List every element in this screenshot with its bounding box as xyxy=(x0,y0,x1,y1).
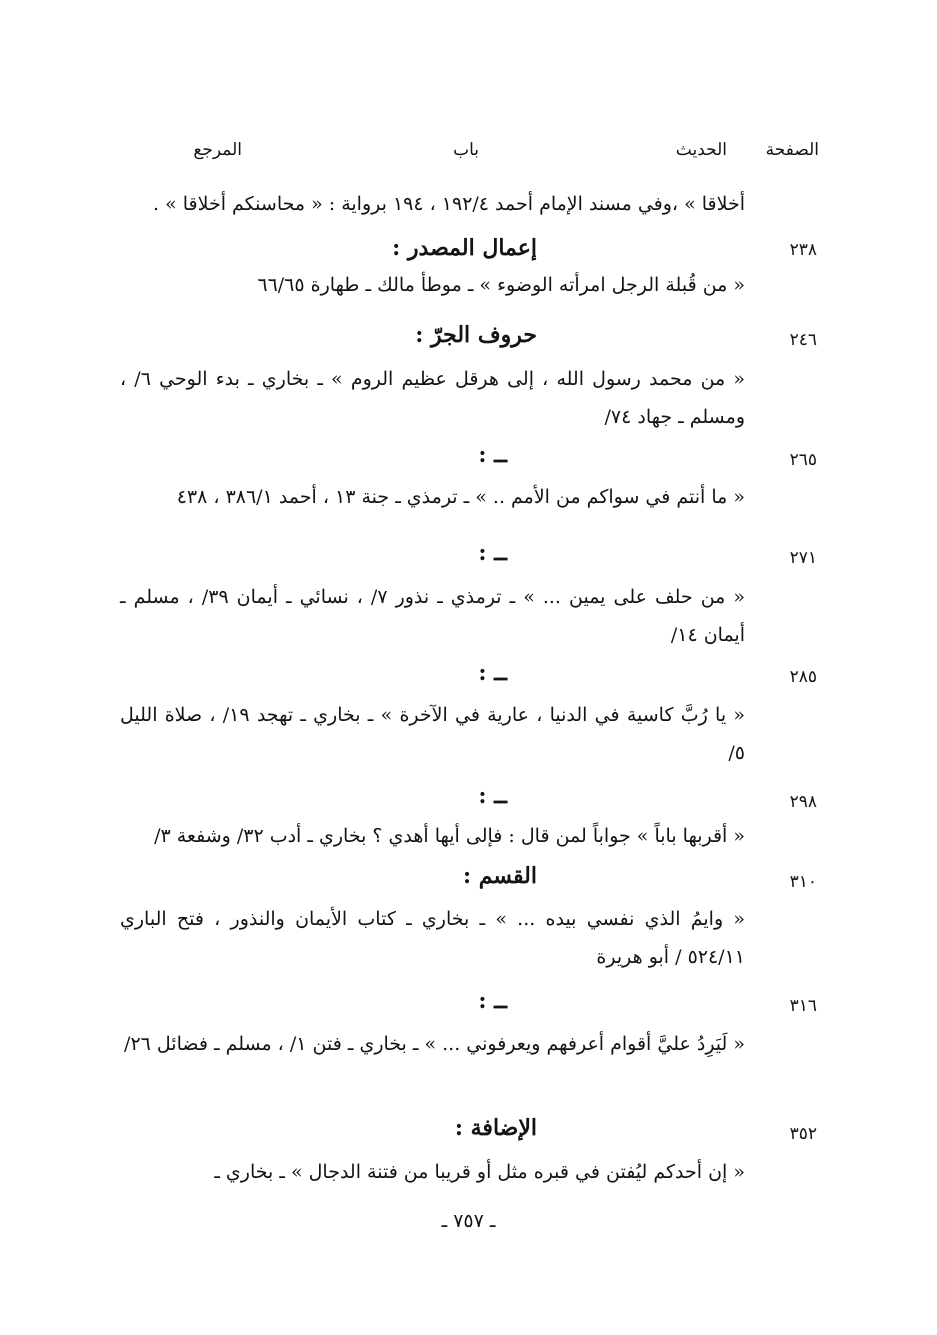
header-reference-column: المرجع xyxy=(193,140,242,160)
entry-heading: الإضافة : xyxy=(454,1115,537,1141)
entry-text: « من حلف على يمين ... » ـ ترمذي ـ نذور ٧/ ، نسائي ـ أيمان ٣٩/ ، مسلم ـ أيمان ١٤/ xyxy=(120,586,745,646)
entry-text: « وايمُ الذي نفسي بيده ... » ـ بخاري ـ كتاب الأيمان والنذور ، فتح الباري ٥٢٤/١١ / أبو هريرة xyxy=(120,908,745,968)
entry-page-number: ٢٨٥ xyxy=(789,667,817,687)
entry-page-number: ٢٣٨ xyxy=(789,240,817,260)
entry-page-number: ٢٦٥ xyxy=(789,450,817,470)
entry-heading: حروف الجرّ : xyxy=(415,322,537,348)
entry-page-number: ٢٩٨ xyxy=(789,792,817,812)
entry-heading: ــ : xyxy=(478,540,507,566)
entry-text: « ما أنتم في سواكم من الأمم .. » ـ ترمذي ـ جنة ١٣ ، أحمد ٣٨٦/١ ، ٤٣٨ xyxy=(176,486,745,508)
entry-page-number: ٢٧١ xyxy=(789,548,817,568)
entry-page-number: ٢٤٦ xyxy=(789,330,817,350)
entry-page-number: ٣١٦ xyxy=(789,996,817,1016)
entry-text: « من قُبلة الرجل امرأته الوضوء » ـ موطأ مالك ـ طهارة ٦٦/٦٥ xyxy=(257,274,745,296)
intro-line: أخلاقا » ،وفي مسند الإمام أحمد ١٩٢/٤ ، ١٩٤ برواية : « محاسنكم أخلاقا » . xyxy=(153,193,745,215)
entry-heading: إعمال المصدر : xyxy=(392,235,537,261)
entry-heading: ــ : xyxy=(478,660,507,686)
header-chapter-column: باب xyxy=(453,140,479,160)
header-hadith-column: الحديث xyxy=(675,140,727,160)
entry-text: « لَيَرِدُ عليَّ أقوام أعرفهم ويعرفوني ... » ـ بخاري ـ فتن ١/ ، مسلم ـ فضائل ٢٦/ xyxy=(124,1033,745,1055)
entry-text: « من محمد رسول الله ، إلى هرقل عظيم الروم » ـ بخاري ـ بدء الوحي ٦/ ، ومسلم ـ جهاد ٧٤/ xyxy=(120,368,745,428)
entry-heading: ــ : xyxy=(478,988,507,1014)
entry-heading: القسم : xyxy=(463,863,537,889)
header-page-column: الصفحة xyxy=(765,140,819,160)
entry-page-number: ٣٥٢ xyxy=(789,1124,817,1144)
entry-heading: ــ : xyxy=(478,783,507,809)
page-number-footer: ـ ٧٥٧ ـ xyxy=(441,1210,496,1232)
entry-text: « إن أحدكم ليُفتن في قبره مثل أو قريبا من فتنة الدجال » ـ بخاري ـ xyxy=(214,1161,745,1183)
entry-page-number: ٣١٠ xyxy=(789,872,817,892)
entry-heading: ــ : xyxy=(478,442,507,468)
entry-text: « أقربها باباً » جواباً لمن قال : فإلى أيها أهدي ؟ بخاري ـ أدب ٣٢/ وشفعة ٣/ xyxy=(154,825,745,847)
entry-text: « يا رُبَّ كاسية في الدنيا ، عارية في الآخرة » ـ بخاري ـ تهجد ١٩/ ، صلاة الليل ٥/ xyxy=(120,704,745,764)
